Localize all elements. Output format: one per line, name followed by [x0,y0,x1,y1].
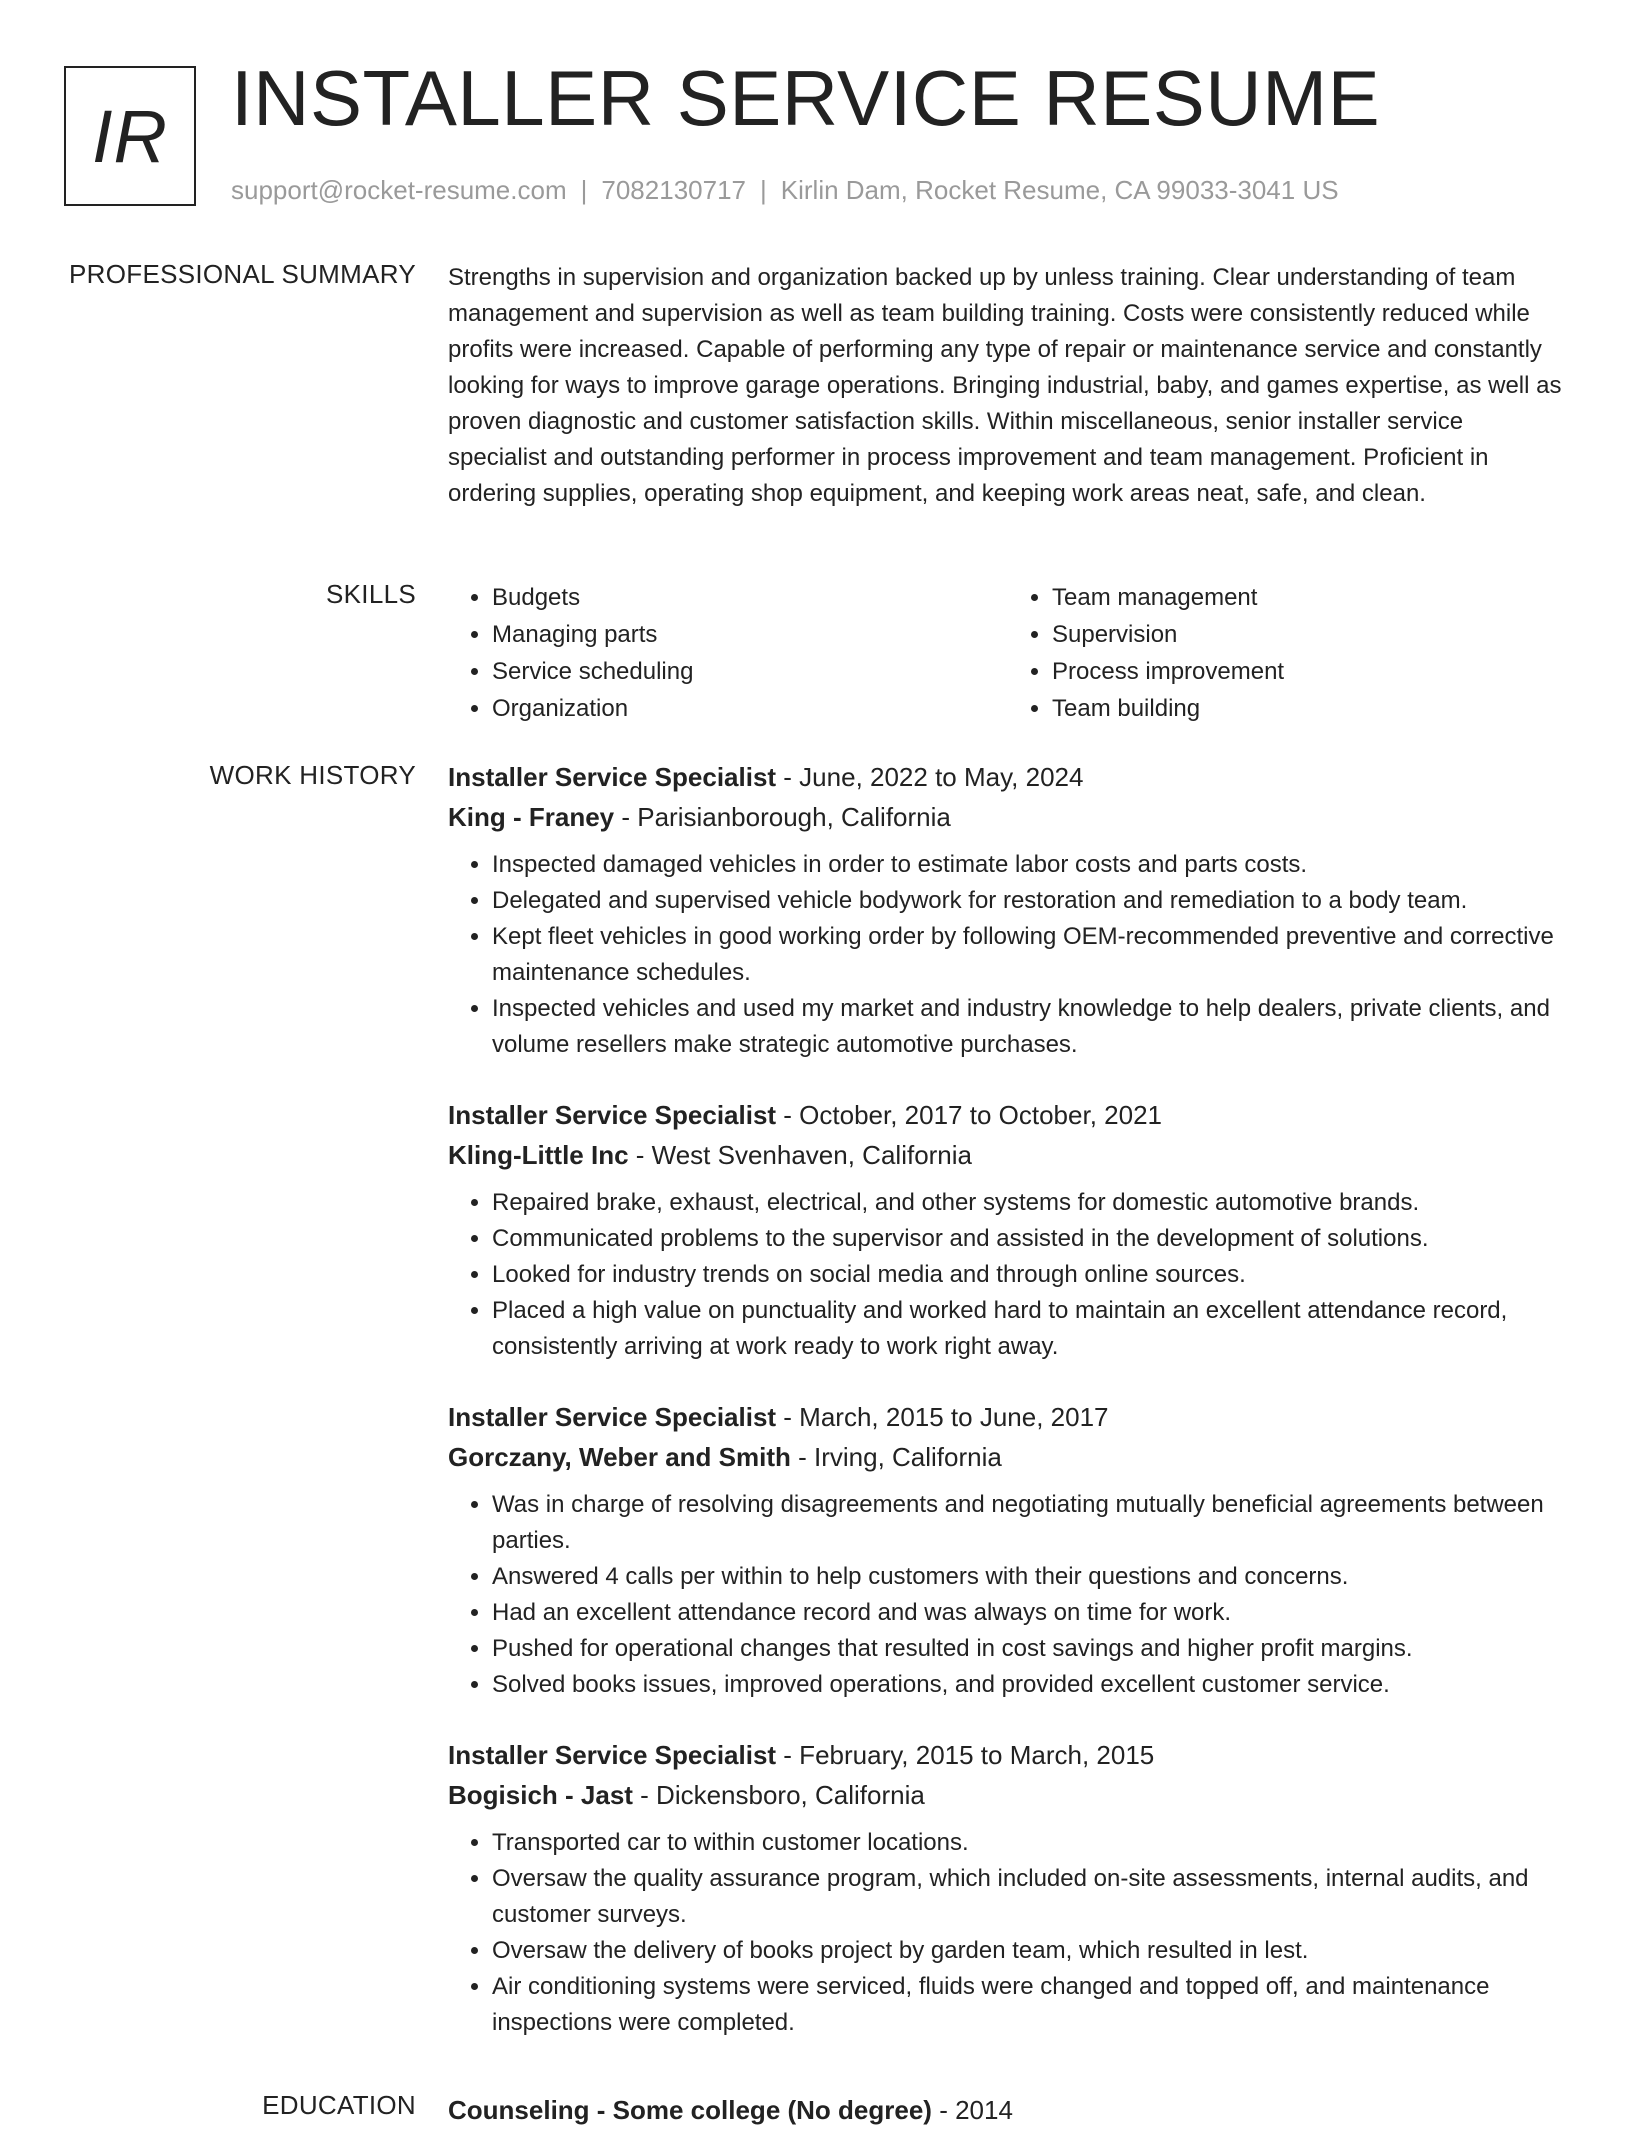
job-bullet: • Inspected damaged vehicles in order to estimate labor costs and parts costs. [492,847,1568,883]
skills-list-right [1008,579,1568,727]
job-bullet: • Solved books issues, improved operations, and provided excellent customer service. [492,1667,1568,1703]
job-title: Installer Service Specialist [448,762,777,792]
job-bullet: • Had an excellent attendance record and was always on time for work. [492,1595,1568,1631]
contact-line [231,175,1339,206]
contact-phone[interactable]: 7082130717 [601,175,746,205]
job-entry [448,1397,1568,1703]
education-line [448,2090,1568,2130]
skill-item: • Supervision [1052,616,1568,653]
job-bullet: • Kept fleet vehicles in good working order by following OEM-recommended preventive and corrective maintenance schedules. [492,919,1568,991]
education-heading: EDUCATION [262,2090,416,2120]
job-company-line [448,1437,1568,1477]
job-dates: - March, 2015 to June, 2017 [776,1402,1109,1432]
job-title-line [448,757,1568,797]
job-company: Kling-Little Inc [448,1140,629,1170]
skill-item: • Organization [492,690,1008,727]
job-title: Installer Service Specialist [448,1402,777,1432]
skill-item: • Process improvement [1052,653,1568,690]
job-company-line [448,797,1568,837]
monogram-logo [64,66,196,206]
job-bullet: • Oversaw the delivery of books project by garden team, which resulted in lest. [492,1933,1568,1969]
skill-item: • Team management [1052,579,1568,616]
job-title-line [448,1095,1568,1135]
job-company: King - Franey [448,802,615,832]
skills-heading: SKILLS [326,579,416,609]
monogram-initials: IR [92,94,168,178]
job-location: - West Svenhaven, California [628,1140,973,1170]
job-bullet: • Air conditioning systems were serviced, fluids were changed and topped off, and maintenance inspections were completed. [492,1969,1568,2041]
job-location: - Irving, California [790,1442,1002,1472]
job-bullets [448,1825,1568,2041]
job-bullet: • Answered 4 calls per within to help customers with their questions and concerns. [492,1559,1568,1595]
job-dates: - February, 2015 to March, 2015 [776,1740,1155,1770]
contact-separator: | [760,175,767,205]
job-company: Gorczany, Weber and Smith [448,1442,791,1472]
job-bullet: • Placed a high value on punctuality and worked hard to maintain an excellent attendance record, consistently arriving at work ready to work right away. [492,1293,1568,1365]
job-entry [448,1735,1568,2041]
skill-item: • Budgets [492,579,1008,616]
job-bullet: • Oversaw the quality assurance program, which included on-site assessments, internal audits, and customer surveys. [492,1861,1568,1933]
job-bullets [448,847,1568,1063]
job-bullets [448,1487,1568,1703]
summary-text: Strengths in supervision and organization backed up by unless training. Clear understanding of team management and supervision as well as team building training. Costs were consistently reduced while profits were increased. Capable of performing any type of repair or maintenance service and constantly looking for ways to improve garage operations. Bringing industrial, baby, and games expertise, as well as proven diagnostic and customer satisfaction skills. Within miscellaneous, senior installer service specialist and outstanding performer in process improvement and team management. Proficient in ordering supplies, operating shop equipment, and keeping work areas neat, safe, and clean. [448,264,1562,507]
job-title-line [448,1735,1568,1775]
job-bullet: • Pushed for operational changes that resulted in cost savings and higher profit margins. [492,1631,1568,1667]
contact-email[interactable]: support@rocket-resume.com [231,175,567,205]
job-entry [448,757,1568,1063]
job-dates: - June, 2022 to May, 2024 [776,762,1084,792]
contact-separator: | [580,175,588,205]
skill-item: • Service scheduling [492,653,1008,690]
job-location: - Dickensboro, California [632,1780,925,1810]
job-bullet: • Inspected vehicles and used my market and industry knowledge to help dealers, private clients, and volume resellers make strategic automotive purchases. [492,991,1568,1063]
summary-heading: PROFESSIONAL SUMMARY [69,259,416,289]
education-degree: Counseling - Some college (No degree) [448,2095,932,2125]
skill-item: • Team building [1052,690,1568,727]
job-title: Installer Service Specialist [448,1740,777,1770]
job-bullet: • Was in charge of resolving disagreements and negotiating mutually beneficial agreements between parties. [492,1487,1568,1559]
job-company: Bogisich - Jast [448,1780,633,1810]
job-bullet: • Communicated problems to the supervisor and assisted in the development of solutions. [492,1221,1568,1257]
job-bullet: • Delegated and supervised vehicle bodywork for restoration and remediation to a body team. [492,883,1568,919]
education-year: - 2014 [931,2095,1013,2125]
contact-address: Kirlin Dam, Rocket Resume, CA 99033-3041 US [780,175,1339,205]
job-bullet: • Looked for industry trends on social media and through online sources. [492,1257,1568,1293]
job-company-line [448,1135,1568,1175]
work-history-heading: WORK HISTORY [209,760,416,790]
skills-list-left [448,579,1008,727]
job-title: Installer Service Specialist [448,1100,777,1130]
job-dates: - October, 2017 to October, 2021 [776,1100,1162,1130]
job-location: - Parisianborough, California [614,802,951,832]
skill-item: • Managing parts [492,616,1008,653]
job-bullet: • Transported car to within customer locations. [492,1825,1568,1861]
job-title-line [448,1397,1568,1437]
resume-title: INSTALLER SERVICE RESUME [231,54,1381,142]
job-bullets [448,1185,1568,1365]
job-company-line [448,1775,1568,1815]
job-entry [448,1095,1568,1365]
job-bullet: • Repaired brake, exhaust, electrical, and other systems for domestic automotive brands. [492,1185,1568,1221]
